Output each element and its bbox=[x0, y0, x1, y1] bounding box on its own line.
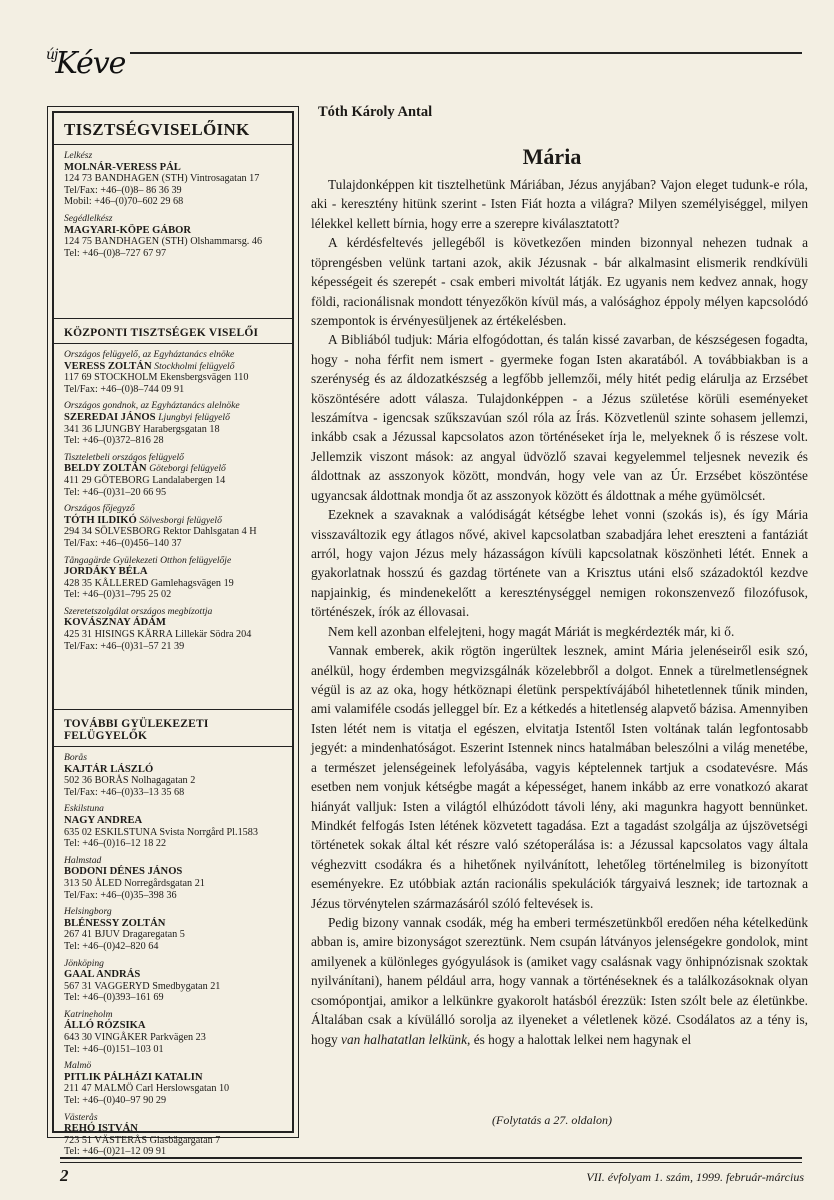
official-contact-line: Mobil: +46–(0)70–602 29 68 bbox=[64, 196, 184, 208]
article-paragraph bbox=[311, 913, 808, 1049]
article-author: Tóth Károly Antal bbox=[318, 104, 433, 120]
paragraph-text: Ezeknek a szavaknak a valódiságát kétségbe lehet vonni (szokás is), és így Mária visszaváltozik egy átlagos nővé, akivel kapcsolatban szabadjára lehet ereszteni a fantáziát arról, hogy vajon Jézus mely házasságon kívüli kapcsolatnak köszönheti létét. Ennek a gyakorlatnak hosszú és gazdag története van a Krisztus utáni első századoktól kezdve napjainkig, és mindenekelőtt a kereszténységgel nemigen rokonszenvező filozófusok, történészek, írók az éllovasai. bbox=[311, 507, 808, 620]
official-entry bbox=[54, 503, 292, 549]
official-role: Helsingborg bbox=[64, 906, 112, 918]
official-name-line bbox=[64, 463, 286, 475]
official-role: Segédlelkész bbox=[64, 212, 113, 224]
paragraph-text: A kérdésfeltevés jellegéből is következően minden bizonnyal nehezen tudnak a töprengésben velünk tartani azok, akik Jézusnak - bár alkalmasint elismerik rendkívüli képességeit és szerepét - csak emberi mivoltát látják. Ez ugyanis nem kedvez annak, hogy földi, racionálisnak mondott tényezőkön kívül más, a valósághoz éppoly mélyen kapcsolódó szempontok is érvényesüljenek az értékelésben. bbox=[311, 235, 808, 328]
official-contact-line: 117 69 STOCKHOLM Ekensbergsvägen 110 bbox=[64, 372, 249, 384]
official-entry bbox=[54, 1112, 292, 1158]
official-contact-line: Tel/Fax: +46–(0)8– 86 36 39 bbox=[64, 184, 182, 196]
official-name-line bbox=[64, 412, 286, 424]
central-officials-heading: KÖZPONTI TISZTSÉGEK VISELŐI bbox=[54, 318, 292, 344]
official-name-line bbox=[64, 815, 286, 827]
official-contact-line: Tel: +46–(0)8–727 67 97 bbox=[64, 247, 167, 259]
official-name: SZEREDAI JÁNOS bbox=[64, 411, 156, 423]
official-contact-line: Tel: +46–(0)40–97 90 29 bbox=[64, 1095, 167, 1107]
official-role: Jönköping bbox=[64, 957, 104, 969]
article-paragraph bbox=[311, 330, 808, 505]
official-name: BLÉNESSY ZOLTÁN bbox=[64, 917, 166, 929]
official-entry bbox=[54, 606, 292, 652]
official-role: Eskilstuna bbox=[64, 803, 104, 815]
masthead-logo bbox=[46, 46, 125, 81]
paragraph-text: Vannak emberek, akik rögtön ingerültek lesznek, amint Mária jelenéseiről esik szó, anélkül, hogy érdemben megvizsgálnák közelebbről a dolgot. Ennek a türelmetlenségnek végül is az az oka, hogy hétköznapi életünk perspektívájából hihetetlennek tűnik minden, ami valamiféle csodás jelleggel bír. Ez a kétkedés a hitetlenség alapvető bázisa. Amennyiben Isten létét nem is vitatja el egészen, elvitatja Istentől Isten voltának talán legfontosabb jegyét: a mindenhatóságot. Eszerint Istennek nincs hatalmában beleszólni a világ menetébe, a természet jelenségeinek lefolyásába, vagyis képtelennek tartjuk a csodatevésre. Más esetben nem vonjuk kétségbe magát a képességet, hanem inkább az erre vonatkozó akarat hiányát valljuk: Isten a világtól elhúzódott távoli lény, aki magunkra hagyott bennünket. Mindkét felfogás Isten létének közvetett tagadása. Ezt a tagadást szolgálja az újszövetségi történetek sokak által két részre való szétoperálása is: a Jézussal kapcsolatos vagy általa véghezvitt csodákra és a hihetőnek nyilvánított, lehetőleg történelmileg is bizonyított eseményekre. Ez utóbbiak aztán racionális spekulációk tárgyaivá lesznek; ide tartoznak a Jézus törvénytelen származásáról szóló feltevések is. bbox=[311, 643, 808, 911]
page-number: 2 bbox=[60, 1166, 69, 1185]
article-paragraph bbox=[311, 175, 808, 233]
official-contact-line: Tel: +46–(0)42–820 64 bbox=[64, 940, 159, 952]
official-role: Malmö bbox=[64, 1060, 92, 1072]
official-contact-line: Tel/Fax: +46–(0)33–13 35 68 bbox=[64, 786, 185, 798]
official-role: Szeretetszolgálat országos megbízottja bbox=[64, 605, 213, 617]
official-contact-line: Tel/Fax: +46–(0)31–57 21 39 bbox=[64, 640, 185, 652]
official-role: Borås bbox=[64, 752, 87, 763]
article-paragraph bbox=[311, 233, 808, 330]
official-name: BODONI DÉNES JÁNOS bbox=[64, 866, 183, 878]
official-name: GAAL ANDRÁS bbox=[64, 969, 141, 981]
official-name: MAGYARI-KÖPE GÁBOR bbox=[64, 224, 192, 236]
paragraph-text: A Bibliából tudjuk: Mária elfogódottan, és talán kissé zavarban, de készségesen fogadta, hogy - noha férfit nem ismert - gyermeke fogan Isten akaratából. A továbbiakban is a szerénység és az áldozatkészség a legfőbb jellemzői, mély hitét pedig elárulja az Erzsébet köszöntésére adott válasza. Tulajdonképpen - a Jézus születése körüli eseményeket leszámítva - igencsak szűkszavúan szól róla az Írás. Közvetlenül szinte sohasem jellemzi, inkább csak a Jézussal kapcsolatos azon történéseket írja le, melyeknek ő is részese volt. Jellemzik viszont mások: az angyal üdvözlő szavai kegyelemmel teljesnek nevezik és áldottnak az asszonyok között, mondván, hogy vele van az Úr. Erzsébet köszöntése ugyancsak áldottnak mondja őt az asszonyok között és áldottnak a méhe gyümölcsét. bbox=[311, 332, 808, 503]
official-role: Katrineholm bbox=[64, 1008, 113, 1020]
official-entry bbox=[54, 400, 292, 446]
official-entry bbox=[54, 958, 292, 1004]
official-contact-line: Tel/Fax: +46–(0)35–398 36 bbox=[64, 889, 177, 901]
official-entry bbox=[54, 555, 292, 601]
official-contact-line: 723 51 VÄSTERÅS Glasbägargatan 7 bbox=[64, 1134, 221, 1146]
official-name-line bbox=[64, 361, 286, 373]
official-contact-line: 567 31 VAGGERYD Smedbygatan 21 bbox=[64, 980, 221, 992]
official-name-line bbox=[64, 918, 286, 930]
official-name: KOVÁSZNAY ÁDÁM bbox=[64, 617, 166, 629]
official-role: Tångagärde Gyülekezeti Otthon felügyelője bbox=[64, 554, 232, 566]
official-name-line bbox=[64, 1072, 286, 1084]
paragraph-tail: , és hogy a halottak lelkei nem hagynak el bbox=[467, 1031, 692, 1047]
official-contact-line: Tel/Fax: +46–(0)456–140 37 bbox=[64, 537, 182, 549]
official-contact-line: Tel: +46–(0)16–12 18 22 bbox=[64, 838, 167, 850]
official-contact-line: Tel: +46–(0)21–12 09 91 bbox=[64, 1146, 167, 1158]
official-name-line bbox=[64, 515, 286, 527]
article-paragraph bbox=[311, 505, 808, 622]
official-contact-line: Tel: +46–(0)372–816 28 bbox=[64, 435, 164, 447]
official-name-note: Stockholmi felügyelő bbox=[154, 360, 235, 372]
official-contact-line: 313 50 ÅLED Norregårdsgatan 21 bbox=[64, 877, 205, 889]
paragraph-text: Tulajdonképpen kit tisztelhetünk Máriában, Jézus anyjában? Vajon eleget tudunk-e róla, aki - keresztény hitünk szerint - Isten Fiát hozta a világra? Milyen személyiséggel, milyen lélekkel kellett bírnia, hogy erre a szerepre kiválasztatott? bbox=[311, 177, 808, 231]
official-contact-line: Tel: +46–(0)393–161 69 bbox=[64, 992, 164, 1004]
official-entry bbox=[54, 906, 292, 952]
official-contact-line: 124 73 BANDHAGEN (STH) Vintrosagatan 17 bbox=[64, 173, 260, 185]
official-contact-line: Tel/Fax: +46–(0)8–744 09 91 bbox=[64, 383, 185, 395]
official-name: VERESS ZOLTÁN bbox=[64, 360, 152, 372]
article-paragraph bbox=[311, 641, 808, 913]
central-officials-section bbox=[54, 349, 292, 709]
official-contact-line: Tel: +46–(0)31–795 25 02 bbox=[64, 589, 172, 601]
official-name-line bbox=[64, 162, 286, 174]
article-paragraph bbox=[311, 622, 808, 641]
official-entry bbox=[54, 150, 292, 208]
official-entry bbox=[54, 213, 292, 259]
official-role: Tiszteletbeli országos felügyelő bbox=[64, 451, 184, 463]
official-name-line bbox=[64, 566, 286, 578]
official-name-line bbox=[64, 225, 286, 237]
official-entry bbox=[54, 452, 292, 498]
article-body bbox=[311, 175, 808, 1049]
official-contact-line: 428 35 KÅLLERED Gamlehagsvägen 19 bbox=[64, 577, 234, 589]
official-contact-line: 267 41 BJUV Dragaregatan 5 bbox=[64, 929, 185, 941]
paragraph-text: Nem kell azonban elfelejteni, hogy magát Máriát is megkérdezték már, ki ő. bbox=[328, 623, 735, 639]
official-entry bbox=[54, 803, 292, 849]
official-role: Országos felügyelő, az Egyháztanács elnöke bbox=[64, 349, 235, 360]
issue-info: VII. évfolyam 1. szám, 1999. február-március bbox=[586, 1170, 804, 1184]
official-contact-line: 411 29 GÖTEBORG Landalabergen 14 bbox=[64, 474, 226, 486]
official-contact-line: 124 75 BANDHAGEN (STH) Olshammarsg. 46 bbox=[64, 236, 263, 248]
official-name: MOLNÁR-VERESS PÁL bbox=[64, 161, 181, 173]
sidebar-frame bbox=[47, 106, 299, 1158]
congregation-supervisors-section bbox=[54, 752, 292, 1158]
official-name: KAJTÁR LÁSZLÓ bbox=[64, 763, 154, 775]
pastors-section bbox=[54, 150, 292, 318]
official-contact-line: 425 31 HISINGS KÄRRA Lillekär Södra 204 bbox=[64, 629, 252, 641]
official-name: ÁLLÓ RÓZSIKA bbox=[64, 1020, 146, 1032]
official-contact-line: 643 30 VINGÅKER Parkvägen 23 bbox=[64, 1032, 206, 1044]
footer-rule bbox=[60, 1157, 802, 1159]
continuation-note: (Folytatás a 27. oldalon) bbox=[492, 1113, 612, 1127]
official-name: PITLIK PÁLHÁZI KATALIN bbox=[64, 1071, 203, 1083]
official-name-line bbox=[64, 617, 286, 629]
official-name-line bbox=[64, 1123, 286, 1135]
official-role: Västerås bbox=[64, 1111, 98, 1123]
paragraph-text: Pedig bizony vannak csodák, még ha emberi természetünkből eredően néha kételkedünk abban is, amire bizonyságot szereztünk. Nem csupán látványos jelenségekre gondolok, mint amilyenek a különleges gyógyulások is (amiket vagy csalásnak vagy önhipnózisnak szoktak nyilvánítani), hanem például arra, hogy vannak a történéseknek és a találkozásoknak olyan csomópontjai, amikor a lelkünkre gyakorolt hatásból érezzük: Isten szólt bele az életünkbe. Általában csak a kívülálló sorolja az ilyeneket a véletlenek közé. Csodálatos az a tény is, hogy bbox=[311, 915, 808, 1047]
official-contact-line: 341 36 LJUNGBY Harabergsgatan 18 bbox=[64, 423, 220, 435]
official-contact-line: 635 02 ESKILSTUNA Svista Norrgård Pl.1583 bbox=[64, 826, 258, 838]
official-entry bbox=[54, 855, 292, 901]
official-contact-line: 294 34 SÖLVESBORG Rektor Dahlsgatan 4 H bbox=[64, 526, 257, 538]
official-name-line bbox=[64, 1020, 286, 1032]
official-entry bbox=[54, 752, 292, 798]
congregation-supervisors-heading: TOVÁBBI GYÜLEKEZETI FELÜGYELŐK bbox=[54, 709, 292, 747]
official-name-line bbox=[64, 969, 286, 981]
footer-rule-thin bbox=[60, 1162, 802, 1163]
official-contact-line: Tel: +46–(0)31–20 66 95 bbox=[64, 486, 167, 498]
official-name: NAGY ANDREA bbox=[64, 814, 143, 826]
official-entry bbox=[54, 349, 292, 395]
official-name: JORDÁKY BÉLA bbox=[64, 566, 148, 578]
official-name: BELDY ZOLTÁN bbox=[64, 463, 147, 475]
official-contact-line: 211 47 MALMÖ Carl Herslowsgatan 10 bbox=[64, 1083, 230, 1095]
emphasis-text: van halhatatlan lelkünk bbox=[341, 1031, 468, 1047]
article-title: Mária bbox=[522, 144, 582, 169]
official-role: Országos gondnok, az Egyháztanács alelnöke bbox=[64, 400, 240, 412]
top-rule bbox=[130, 52, 802, 54]
official-name: TÓTH ILDIKÓ bbox=[64, 514, 137, 526]
official-role: Országos főjegyző bbox=[64, 503, 135, 515]
official-name-note: Sölvesborgi felügyelő bbox=[139, 514, 222, 526]
officials-sidebar bbox=[52, 111, 294, 1158]
official-contact-line: Tel: +46–(0)151–103 01 bbox=[64, 1043, 164, 1055]
official-role: Halmstad bbox=[64, 854, 102, 866]
logo-title: Kéve bbox=[55, 46, 126, 81]
sidebar-heading: TISZTSÉGVISELŐINK bbox=[54, 113, 292, 145]
official-name-note: Göteborgi felügyelő bbox=[149, 463, 226, 475]
official-name-line bbox=[64, 866, 286, 878]
official-entry bbox=[54, 1060, 292, 1106]
official-contact-line: 502 36 BORÅS Nolhagagatan 2 bbox=[64, 775, 196, 787]
official-name-note: Ljungbyi felügyelő bbox=[158, 411, 230, 423]
logo-prefix: új bbox=[46, 47, 58, 63]
official-name: REHÓ ISTVÁN bbox=[64, 1123, 138, 1135]
official-role: Lelkész bbox=[64, 150, 93, 161]
official-entry bbox=[54, 1009, 292, 1055]
official-name-line bbox=[64, 764, 286, 776]
